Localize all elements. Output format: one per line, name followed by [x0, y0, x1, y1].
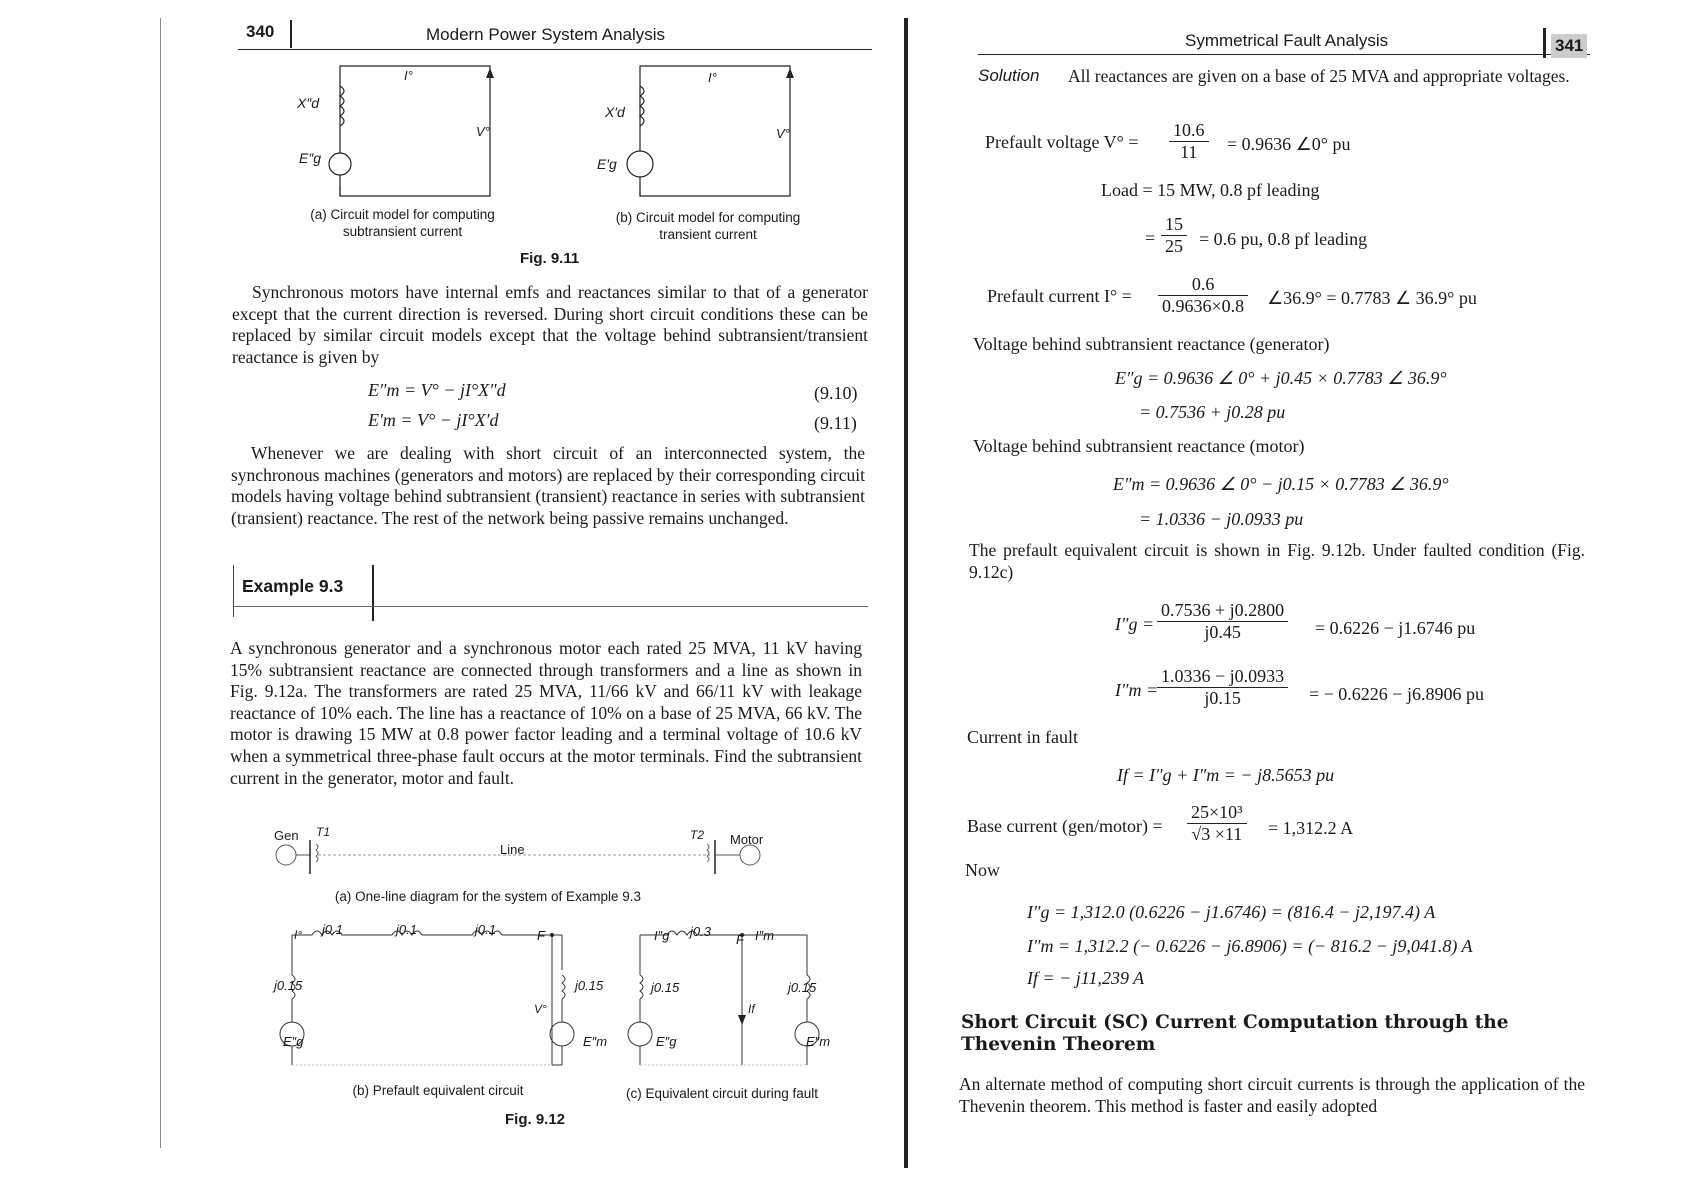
ig-lhs: I″g =	[1115, 614, 1155, 634]
eg-equation-line2: = 0.7536 + j0.28 pu	[1139, 402, 1286, 422]
base-current-den: √3 ×11	[1191, 824, 1243, 844]
fig-9-12b-caption: (b) Prefault equivalent circuit	[352, 1083, 524, 1098]
paragraph-prefault: The prefault equivalent circuit is shown in Fig. 9.12b. Under faulted condition (Fig. 9.12c)	[969, 540, 1585, 582]
prefault-voltage-rhs: = 0.9636 ∠0° pu	[1227, 134, 1351, 154]
base-current-num: 25×10³	[1187, 802, 1247, 824]
fig-9-12a-one-line	[270, 822, 790, 882]
prefault-current-frac	[1158, 274, 1248, 317]
example-title: Example 9.3	[242, 576, 344, 596]
im-num: 1.0336 − j0.0933	[1157, 666, 1288, 688]
example-rule	[233, 606, 868, 607]
paragraph-1: Synchronous motors have internal emfs and reactances similar to that of a generator except that the current direction is reversed. During short circuit conditions these can be replaced by similar circuit models except that the voltage behind subtransient/transient reactance is given by	[232, 282, 868, 367]
header-rule	[238, 49, 872, 50]
ig-rhs: = 0.6226 − j1.6746 pu	[1315, 618, 1476, 638]
em-label-c: E″m	[806, 1034, 831, 1049]
j015-label-a: j0.15	[274, 978, 303, 993]
page-number: 341	[1551, 34, 1587, 58]
equation-9-10: E″m = V° − jI°X″d	[368, 380, 506, 400]
t2-label: T2	[690, 828, 705, 842]
gen-label: Gen	[274, 828, 299, 843]
header-rule	[978, 54, 1590, 55]
ig-den: j0.45	[1204, 622, 1241, 642]
motor-label: Motor	[730, 832, 764, 847]
j015-label-c: j0.15	[651, 980, 680, 995]
running-head: Symmetrical Fault Analysis	[1185, 31, 1389, 50]
prefault-voltage-den: 11	[1180, 142, 1198, 162]
fig-9-12-label: Fig. 9.12	[505, 1111, 566, 1128]
circuit-b	[627, 66, 794, 196]
section-title: Short Circuit (SC) Current Computation through the Thevenin Theorem	[961, 1012, 1509, 1055]
symbol-xd: X′d	[605, 104, 625, 120]
if-label: If	[748, 1002, 755, 1016]
solution-word: Solution	[978, 66, 1040, 85]
symbol-egg: E″g	[299, 150, 322, 166]
prefault-voltage-lhs: Prefault voltage V° =	[985, 132, 1139, 152]
prefault-voltage-frac	[1169, 120, 1209, 163]
page-number: 340	[246, 22, 275, 41]
load-line: Load = 15 MW, 0.8 pf leading	[1101, 180, 1320, 200]
circuit-prefault	[280, 931, 574, 1065]
em-equation-line2: = 1.0336 − j0.0933 pu	[1139, 509, 1304, 529]
fig-9-11-circuits	[290, 56, 820, 206]
fig-9-11b-caption: (b) Circuit model for computing transient current	[615, 210, 801, 242]
fig-9-11a-caption: (a) Circuit model for computing subtransient current	[310, 207, 495, 239]
fig-9-12bc-circuits	[262, 920, 832, 1080]
equation-9-11-number: (9.11)	[814, 413, 857, 433]
j01-label-a: j0.1	[322, 922, 343, 937]
load-rhs: = 0.6 pu, 0.8 pf leading	[1199, 229, 1368, 249]
eg-equation-line1: E″g = 0.9636 ∠ 0° + j0.45 × 0.7783 ∠ 36.9°	[1115, 368, 1447, 388]
prefault-voltage-num: 10.6	[1169, 120, 1209, 142]
fig-9-12a-caption: (a) One-line diagram for the system of Example 9.3	[334, 889, 642, 904]
im-label: I″m	[755, 928, 775, 943]
symbol-v: V°	[476, 124, 490, 139]
equation-9-10-number: (9.10)	[814, 383, 858, 403]
j015-label-b: j0.15	[575, 978, 604, 993]
current-in-fault-title: Current in fault	[967, 727, 1078, 747]
ig-frac	[1157, 600, 1288, 643]
j01-label-c: j0.1	[475, 922, 496, 937]
eg-label-c: E″g	[656, 1034, 677, 1049]
right-page	[905, 0, 1684, 1191]
load-frac	[1161, 214, 1187, 257]
equation-9-11: E′m = V° − jI°X′d	[368, 410, 499, 430]
result-ig: I″g = 1,312.0 (0.6226 − j1.6746) = (816.4 − j2,197.4) A	[1027, 902, 1436, 922]
j015-label-d: j0.15	[788, 980, 817, 995]
circuit-a	[329, 66, 494, 196]
im-rhs: = − 0.6226 − j6.8906 pu	[1309, 684, 1484, 704]
header-tick	[290, 20, 292, 48]
page-edge	[160, 18, 161, 1148]
prefault-current-lhs: Prefault current I° =	[987, 286, 1132, 306]
symbol-i-b: I°	[708, 70, 717, 85]
eg-label-b: E″g	[283, 1034, 304, 1049]
paragraph-2: Whenever we are dealing with short circuit of an interconnected system, the synchronous machines (generators and motors) are replaced by their corresponding circuit models having voltage behind subtransient (transient) reactance in series with subtransient (transient) reactance. The rest of the network being passive remains unchanged.	[231, 443, 865, 528]
base-current-rhs: = 1,312.2 A	[1268, 818, 1354, 838]
header-tick	[1543, 28, 1546, 58]
em-equation-line1: E″m = 0.9636 ∠ 0° − j0.15 × 0.7783 ∠ 36.9°	[1113, 474, 1449, 494]
j03-label: j0.3	[690, 924, 711, 939]
example-bar	[372, 565, 374, 621]
prefault-current-num: 0.6	[1158, 274, 1248, 296]
line-label: Line	[500, 842, 525, 857]
load-den: 25	[1165, 236, 1183, 256]
paragraph-3: A synchronous generator and a synchronous motor each rated 25 MVA, 11 kV having 15% subtransient reactance are connected through transformers and a line as shown in Fig. 9.12a. The transformers are rated 25 MVA, 11/66 kV and 66/11 kV with leakage reactance of 10% each. The line has a reactance of 10% on a base of 25 MVA, 66 kV. The motor is drawing 15 MW at 0.8 power factor leading and a terminal voltage of 10.6 kV when a symmetrical three-phase fault occurs at the motor terminals. Find the subtransient current in the generator, motor and fault.	[230, 638, 862, 788]
result-im: I″m = 1,312.2 (− 0.6226 − j6.8906) = (− 816.2 − j9,041.8) A	[1027, 936, 1473, 956]
load-eq: =	[1145, 228, 1156, 248]
i0-label: I°	[294, 928, 303, 942]
vb-motor-title: Voltage behind subtransient reactance (motor)	[973, 436, 1305, 456]
solution-text: All reactances are given on a base of 25 MVA and appropriate voltages.	[1068, 66, 1570, 86]
ig-num: 0.7536 + j0.2800	[1157, 600, 1288, 622]
symbol-eg: E′g	[597, 156, 617, 172]
fig-9-11-label: Fig. 9.11	[520, 250, 580, 267]
symbol-i: I°	[404, 68, 413, 83]
symbol-v-b: V°	[776, 126, 790, 141]
base-current-lhs: Base current (gen/motor) =	[967, 816, 1163, 836]
f-label-b: F	[537, 928, 545, 943]
im-lhs: I″m =	[1115, 680, 1159, 700]
em-label-b: E″m	[583, 1034, 608, 1049]
im-frac	[1157, 666, 1288, 709]
load-num: 15	[1161, 214, 1187, 236]
v0-label: V°	[534, 1002, 547, 1016]
base-current-frac	[1187, 802, 1247, 845]
symbol-xdd: X″d	[297, 95, 320, 111]
running-head: Modern Power System Analysis	[426, 25, 666, 44]
prefault-current-den: 0.9636×0.8	[1162, 296, 1245, 316]
vb-generator-title: Voltage behind subtransient reactance (generator)	[973, 334, 1330, 354]
fig-9-12c-caption: (c) Equivalent circuit during fault	[625, 1086, 819, 1101]
im-den: j0.15	[1204, 688, 1241, 708]
result-if: If = − j11,239 A	[1027, 968, 1145, 988]
now-word: Now	[965, 860, 1000, 880]
ig-label: I″g	[654, 928, 670, 943]
prefault-current-rhs: ∠36.9° = 0.7783 ∠ 36.9° pu	[1267, 288, 1477, 308]
f-label-c: F	[736, 932, 744, 947]
last-paragraph: An alternate method of computing short circuit currents is through the application of the Thevenin theorem. This method is faster and easily adopted	[959, 1074, 1585, 1116]
if-equation: If = I″g + I″m = − j8.5653 pu	[1117, 765, 1335, 785]
j01-label-b: j0.1	[396, 922, 417, 937]
t1-label: T1	[316, 825, 331, 839]
